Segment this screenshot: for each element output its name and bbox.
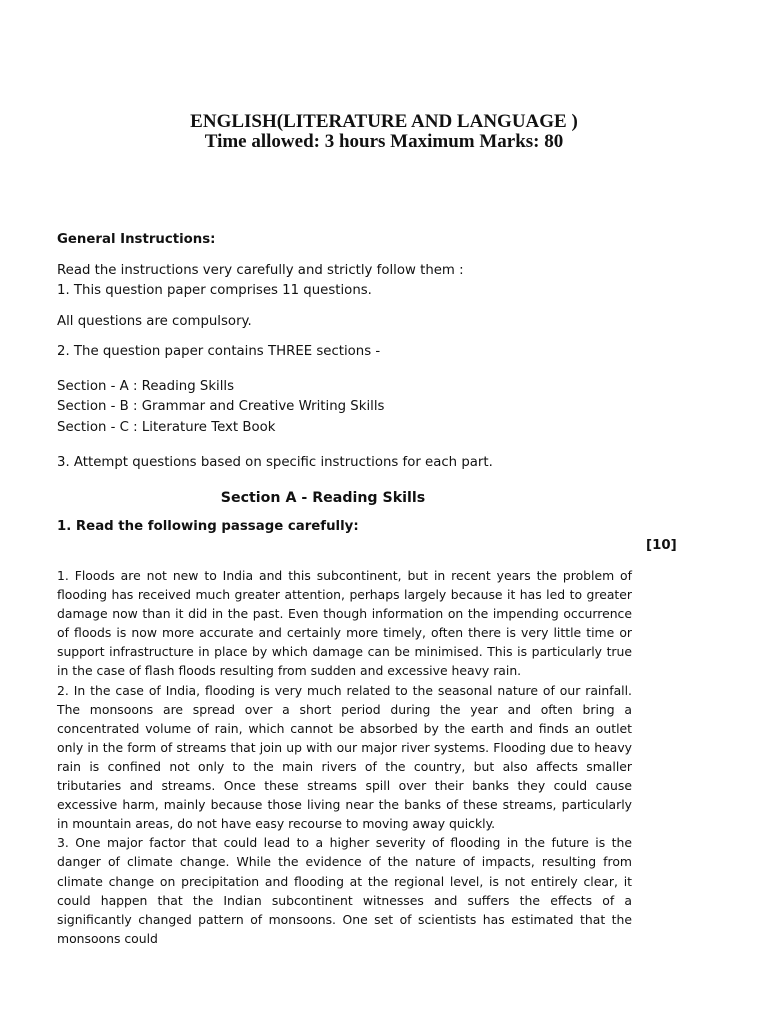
marks-label: [10] [646, 538, 677, 553]
general-instructions-heading: General Instructions: [57, 232, 216, 247]
instruction-line: 2. The question paper contains THREE sections - [57, 344, 381, 359]
paper-header [0, 112, 768, 152]
paper-subtitle: Time allowed: 3 hours Maximum Marks: 80 [204, 131, 564, 152]
section-list-item: Section - B : Grammar and Creative Writing Skills [57, 399, 385, 414]
instruction-line: 1. This question paper comprises 11 questions. [57, 283, 372, 298]
section-list-item: Section - C : Literature Text Book [57, 420, 276, 435]
passage-paragraph: 3. One major factor that could lead to a higher severity of flooding in the future is the danger of climate change. While the evidence of the nature of impacts, resulting from climate change on precipitation and flooding at the regional level, is not entirely clear, it could happen that the Indian subcontinent witnesses and suffers the effects of a significantly changed pattern of monsoons. One set of scientists has estimated that the monsoons could [57, 835, 632, 946]
passage-paragraph: 1. Floods are not new to India and this subcontinent, but in recent years the problem of flooding has received much greater attention, perhaps largely because it has led to greater damage now than it did in the past. Even though information on the impending occurrence of floods is now more accurate and certainly more timely, often there is very little time or support infrastructure in place by which damage can be minimised. This is particularly true in the case of flash floods resulting from sudden and excessive heavy rain. [57, 568, 632, 679]
instruction-line: 3. Attempt questions based on specific instructions for each part. [57, 455, 493, 470]
reading-passage [57, 566, 632, 948]
question-1-prompt: 1. Read the following passage carefully: [57, 519, 359, 534]
instruction-line: Read the instructions very carefully and strictly follow them : [57, 263, 464, 278]
section-a-heading: Section A - Reading Skills [220, 490, 426, 506]
section-list-item: Section - A : Reading Skills [57, 379, 235, 394]
instruction-line: All questions are compulsory. [57, 314, 252, 329]
paper-title: ENGLISH(LITERATURE AND LANGUAGE ) [190, 111, 578, 132]
passage-paragraph: 2. In the case of India, flooding is very much related to the seasonal nature of our rainfall. The monsoons are spread over a short period during the year and often bring a concentrated volume of rain, which cannot be absorbed by the earth and finds an outlet only in the form of streams that join up with our major river systems. Flooding due to heavy rain is confined not only to the main rivers of the country, but also affects smaller tributaries and streams. Once these streams spill over their banks they could cause excessive harm, mainly because those living near the banks of these streams, particularly in mountain areas, do not have easy recourse to moving away quickly. [57, 682, 632, 832]
